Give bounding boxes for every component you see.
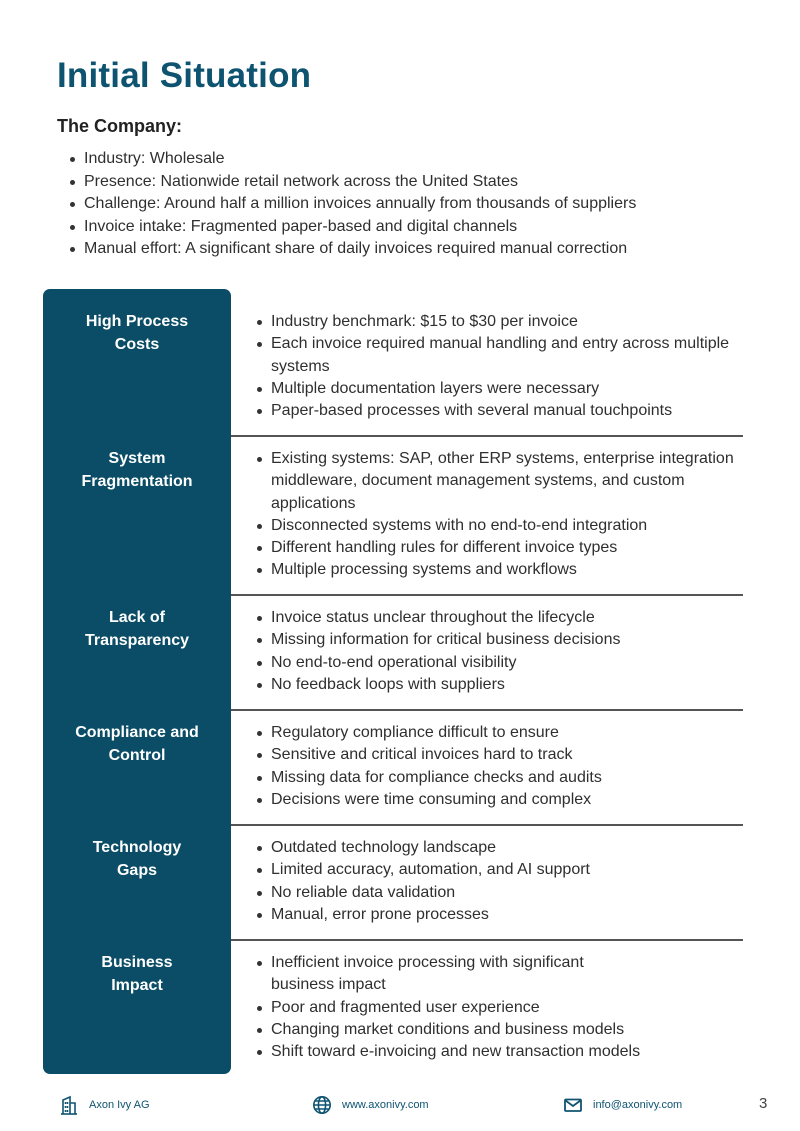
list-item: Manual effort: A significant share of daily invoices required manual correction xyxy=(84,238,636,261)
row-list-lack-of-transparency xyxy=(271,607,741,696)
envelope-icon xyxy=(563,1095,583,1115)
list-item: Changing market conditions and business models xyxy=(271,1019,651,1041)
footer-company xyxy=(59,1095,150,1115)
list-item: Invoice intake: Fragmented paper-based and digital channels xyxy=(84,216,636,239)
list-item: Invoice status unclear throughout the lifecycle xyxy=(271,607,741,629)
row-list-technology-gaps xyxy=(271,837,741,926)
list-item: Inefficient invoice processing with significant business impact xyxy=(271,952,651,997)
list-item: No end-to-end operational visibility xyxy=(271,652,741,674)
list-item: Outdated technology landscape xyxy=(271,837,741,859)
row-label-system-fragmentation: System Fragmentation xyxy=(81,450,193,490)
list-item: No feedback loops with suppliers xyxy=(271,674,741,696)
list-item: Different handling rules for different invoice types xyxy=(271,537,741,559)
list-item: Poor and fragmented user experience xyxy=(271,997,651,1019)
list-item: Multiple processing systems and workflows xyxy=(271,559,741,581)
list-item: Sensitive and critical invoices hard to track xyxy=(271,744,741,766)
row-label-business-impact: Business Impact xyxy=(101,954,173,994)
row-divider xyxy=(231,824,743,826)
row-list-high-process-costs xyxy=(271,311,741,422)
list-item: Missing information for critical business decisions xyxy=(271,629,741,651)
row-list-system-fragmentation xyxy=(271,448,741,582)
list-item: Manual, error prone processes xyxy=(271,904,741,926)
globe-icon xyxy=(312,1095,332,1115)
list-item: Challenge: Around half a million invoices annually from thousands of suppliers xyxy=(84,193,636,216)
footer-email-link[interactable]: info@axonivy.com xyxy=(593,1099,683,1111)
row-label-technology-gaps: Technology Gaps xyxy=(92,839,182,879)
list-item: Paper-based processes with several manual touchpoints xyxy=(271,400,741,422)
list-item: Presence: Nationwide retail network across the United States xyxy=(84,171,636,194)
row-divider xyxy=(231,939,743,941)
row-label-lack-of-transparency: Lack of Transparency xyxy=(84,609,190,649)
list-item: Missing data for compliance checks and audits xyxy=(271,767,741,789)
company-facts-list xyxy=(84,148,636,261)
list-item: Each invoice required manual handling and entry across multiple systems xyxy=(271,333,741,378)
building-icon xyxy=(59,1095,79,1115)
footer-email[interactable] xyxy=(563,1095,682,1115)
row-label-compliance-and-control: Compliance and Control xyxy=(75,724,199,764)
row-label-high-process-costs: High Process Costs xyxy=(85,313,189,353)
footer-company-name: Axon Ivy AG xyxy=(89,1099,150,1111)
list-item: Existing systems: SAP, other ERP systems, enterprise integration middleware, document management systems, and custom applications xyxy=(271,448,741,515)
row-divider xyxy=(231,435,743,437)
list-item: Disconnected systems with no end-to-end integration xyxy=(271,515,741,537)
footer-website-link[interactable]: www.axonivy.com xyxy=(342,1099,429,1111)
row-divider xyxy=(231,594,743,596)
list-item: Decisions were time consuming and complex xyxy=(271,789,741,811)
company-heading: The Company: xyxy=(57,116,183,136)
list-item: Limited accuracy, automation, and AI support xyxy=(271,859,741,881)
page-number: 3 xyxy=(759,1095,768,1112)
list-item: Industry: Wholesale xyxy=(84,148,636,171)
row-divider xyxy=(231,709,743,711)
list-item: No reliable data validation xyxy=(271,882,741,904)
page-title: Initial Situation xyxy=(57,56,312,95)
list-item: Multiple documentation layers were necessary xyxy=(271,378,741,400)
row-list-compliance-and-control xyxy=(271,722,741,811)
row-list-business-impact xyxy=(271,952,651,1063)
list-item: Industry benchmark: $15 to $30 per invoice xyxy=(271,311,741,333)
footer-website[interactable] xyxy=(312,1095,429,1115)
list-item: Shift toward e-invoicing and new transaction models xyxy=(271,1041,651,1063)
list-item: Regulatory compliance difficult to ensure xyxy=(271,722,741,744)
